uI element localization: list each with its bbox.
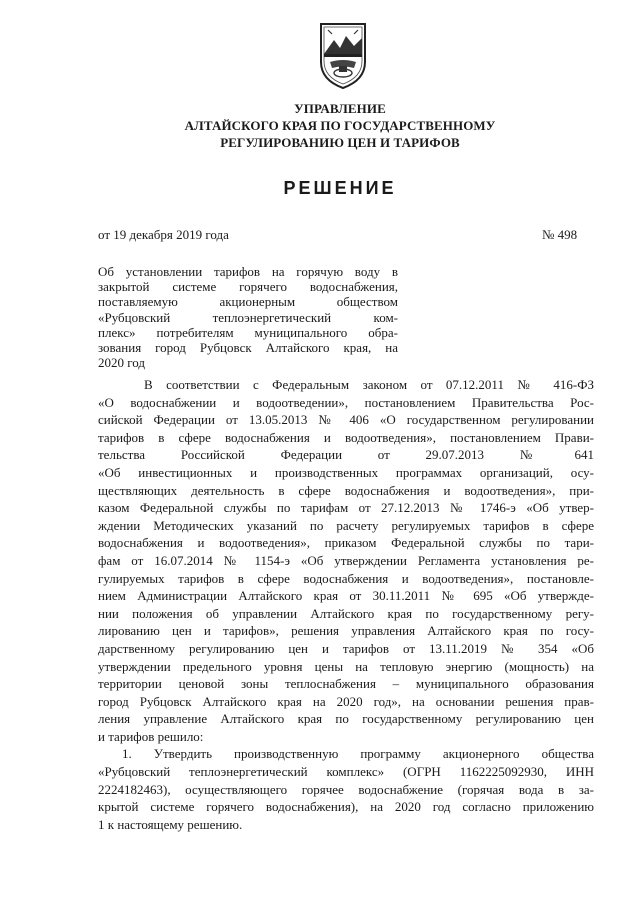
body-line: ждении Методических указаний по расчету регулируемых тарифов в сфере <box>98 517 594 533</box>
subject-line: закрытой системе горячего водоснабжения, <box>98 279 398 295</box>
document-body <box>98 376 594 833</box>
subject-line: зования город Рубцовск Алтайского края, на <box>98 340 398 356</box>
body-line: В соответствии с Федеральным законом от 07.12.2011 № 416-ФЗ <box>144 377 594 392</box>
agency-name <box>100 100 580 151</box>
body-line: 1. Утвердить производственную программу акционерного общества <box>122 746 594 762</box>
body-line: водоснабжения и водоотведения», приказом Федеральной службы по тари- <box>98 535 594 551</box>
body-line: «Об инвестиционных и производственных программах организаций, осу- <box>98 464 594 480</box>
agency-line: РЕГУЛИРОВАНИЮ ЦЕН И ТАРИФОВ <box>220 135 460 150</box>
body-line: тарифов в сфере водоснабжения и водоотведения», постановлением Прави- <box>98 429 594 445</box>
body-line: тельства Российской Федерации от 29.07.2013 № 641 <box>98 447 594 463</box>
body-line: «О водоснабжении и водоотведении», постановлением Правительства Рос- <box>98 394 594 410</box>
body-line: фам от 16.07.2014 № 1154-э «Об утверждении Регламента установления ре- <box>98 552 594 568</box>
agency-line: АЛТАЙСКОГО КРАЯ ПО ГОСУДАРСТВЕННОМУ <box>184 118 496 133</box>
subject-line: плекс» потребителям муниципального обра- <box>98 324 398 340</box>
body-line: ления управление Алтайского края по государственному регулированию цен <box>98 711 594 727</box>
document-number: № 498 <box>542 227 578 242</box>
body-line: ществляющих деятельность в сфере водоснабжения и водоотведения», при- <box>98 482 594 498</box>
document-date: от 19 декабря 2019 года <box>98 227 229 242</box>
body-line: нием Администрации Алтайского края от 30.11.2011 № 695 «Об утвержде- <box>98 588 594 604</box>
body-line: город Рубцовск Алтайского края на 2020 год», на основании решения прав- <box>98 693 594 709</box>
coat-of-arms-icon <box>318 18 368 90</box>
document-subject <box>98 264 398 370</box>
subject-line: «Рубцовский теплоэнергетический ком- <box>98 309 398 325</box>
body-line: 2224182463), осуществляющего горячее водоснабжение (горячая вода в за- <box>98 781 594 797</box>
body-line: нии положения об управлении Алтайского края по государственному регу- <box>98 605 594 621</box>
subject-line: 2020 год <box>98 355 145 371</box>
body-line: и тарифов решило: <box>98 728 204 744</box>
body-line: «Рубцовский теплоэнергетический комплекс» (ОГРН 1162225092930, ИНН <box>98 764 594 780</box>
body-line: сийской Федерации от 13.05.2013 № 406 «О государственном регулировании <box>98 412 594 428</box>
body-line: территории ценовой зоны теплоснабжения – муниципального образования <box>98 676 594 692</box>
body-line: гулируемых тарифов в сфере водоснабжения и водоотведения», постановле- <box>98 570 594 586</box>
document-title: РЕШЕНИЕ <box>283 178 397 198</box>
body-line: 1 к настоящему решению. <box>98 816 243 832</box>
body-line: утверждении предельного уровня цены на тепловую энергию (мощность) на <box>98 658 594 674</box>
body-line: лированию цен и тарифов», решения управления Алтайского края по госу- <box>98 623 594 639</box>
body-line: казом Федеральной службы по тарифам от 27.12.2013 № 1746-э «Об утвер- <box>98 500 594 516</box>
body-line: дарственному регулированию цен и тарифов от 13.11.2019 № 354 «Об <box>98 640 594 656</box>
subject-line: Об установлении тарифов на горячую воду в <box>98 264 398 279</box>
agency-line: УПРАВЛЕНИЕ <box>294 101 386 116</box>
subject-line: поставляемую акционерным обществом <box>98 294 398 310</box>
body-line: крытой системе горячего водоснабжения), на 2020 год согласно приложению <box>98 799 594 815</box>
